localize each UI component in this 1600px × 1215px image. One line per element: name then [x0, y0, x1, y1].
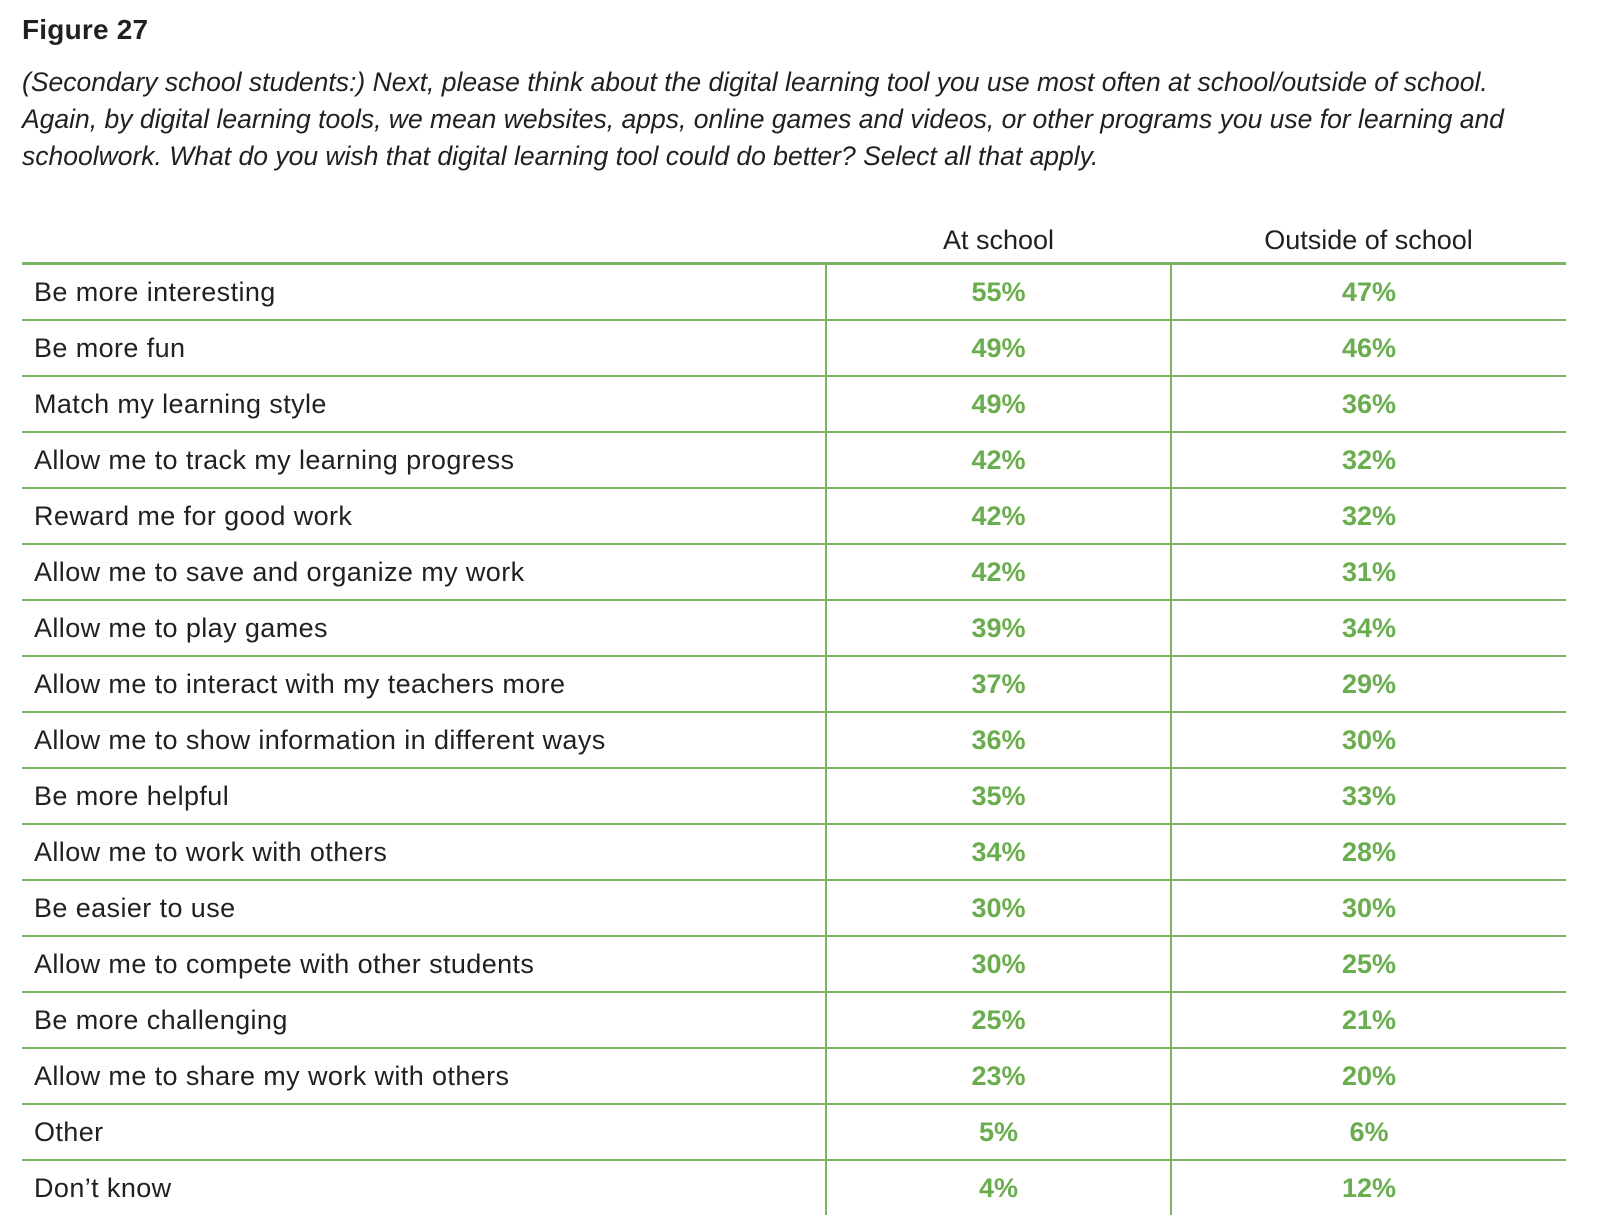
row-label: Be more helpful — [22, 768, 826, 824]
table-row — [22, 936, 1566, 992]
value-at-school: 5% — [826, 1104, 1171, 1160]
table-row — [22, 824, 1566, 880]
value-outside-of-school: 32% — [1171, 488, 1566, 544]
table-row — [22, 992, 1566, 1048]
value-at-school: 37% — [826, 656, 1171, 712]
results-table-container — [22, 212, 1566, 1215]
figure-caption: (Secondary school students:) Next, please think about the digital learning tool you use most often at school/outside of school. Again, by digital learning tools, we mean websites, apps, online games and videos, or other programs you use for learning and schoolwork. What do you wish that digital learning tool could do better? Select all that apply. — [22, 64, 1562, 175]
value-at-school: 23% — [826, 1048, 1171, 1104]
value-at-school: 55% — [826, 264, 1171, 321]
value-at-school: 34% — [826, 824, 1171, 880]
value-at-school: 42% — [826, 544, 1171, 600]
row-label: Reward me for good work — [22, 488, 826, 544]
row-label: Be easier to use — [22, 880, 826, 936]
row-label: Other — [22, 1104, 826, 1160]
table-row — [22, 1160, 1566, 1215]
row-label: Allow me to track my learning progress — [22, 432, 826, 488]
value-at-school: 36% — [826, 712, 1171, 768]
row-label: Don’t know — [22, 1160, 826, 1215]
row-label: Match my learning style — [22, 376, 826, 432]
value-outside-of-school: 20% — [1171, 1048, 1566, 1104]
column-header-outside-of-school: Outside of school — [1171, 212, 1566, 264]
value-outside-of-school: 31% — [1171, 544, 1566, 600]
value-at-school: 4% — [826, 1160, 1171, 1215]
table-row — [22, 432, 1566, 488]
row-label: Allow me to share my work with others — [22, 1048, 826, 1104]
value-at-school: 30% — [826, 936, 1171, 992]
table-row — [22, 712, 1566, 768]
row-label: Allow me to interact with my teachers more — [22, 656, 826, 712]
value-outside-of-school: 6% — [1171, 1104, 1566, 1160]
value-outside-of-school: 33% — [1171, 768, 1566, 824]
row-label: Allow me to compete with other students — [22, 936, 826, 992]
row-label: Be more interesting — [22, 264, 826, 321]
row-label: Allow me to play games — [22, 600, 826, 656]
table-row — [22, 880, 1566, 936]
value-outside-of-school: 25% — [1171, 936, 1566, 992]
value-at-school: 39% — [826, 600, 1171, 656]
value-outside-of-school: 30% — [1171, 712, 1566, 768]
row-label: Be more challenging — [22, 992, 826, 1048]
row-label: Be more fun — [22, 320, 826, 376]
value-at-school: 49% — [826, 320, 1171, 376]
results-table — [22, 212, 1566, 1215]
value-at-school: 25% — [826, 992, 1171, 1048]
value-outside-of-school: 12% — [1171, 1160, 1566, 1215]
value-outside-of-school: 36% — [1171, 376, 1566, 432]
table-row — [22, 320, 1566, 376]
table-row — [22, 376, 1566, 432]
column-header-at-school: At school — [826, 212, 1171, 264]
value-outside-of-school: 32% — [1171, 432, 1566, 488]
table-row — [22, 600, 1566, 656]
row-label: Allow me to save and organize my work — [22, 544, 826, 600]
row-label: Allow me to work with others — [22, 824, 826, 880]
value-outside-of-school: 47% — [1171, 264, 1566, 321]
table-row — [22, 1104, 1566, 1160]
value-outside-of-school: 46% — [1171, 320, 1566, 376]
value-at-school: 49% — [826, 376, 1171, 432]
value-at-school: 42% — [826, 432, 1171, 488]
table-row — [22, 544, 1566, 600]
table-header-row — [22, 212, 1566, 264]
table-row — [22, 768, 1566, 824]
value-at-school: 42% — [826, 488, 1171, 544]
table-row — [22, 264, 1566, 321]
header-blank — [22, 212, 826, 264]
table-body — [22, 264, 1566, 1215]
table-row — [22, 488, 1566, 544]
value-at-school: 30% — [826, 880, 1171, 936]
value-outside-of-school: 30% — [1171, 880, 1566, 936]
value-outside-of-school: 21% — [1171, 992, 1566, 1048]
value-outside-of-school: 34% — [1171, 600, 1566, 656]
value-outside-of-school: 28% — [1171, 824, 1566, 880]
figure-label: Figure 27 — [22, 14, 148, 46]
table-row — [22, 1048, 1566, 1104]
value-outside-of-school: 29% — [1171, 656, 1566, 712]
row-label: Allow me to show information in different ways — [22, 712, 826, 768]
table-row — [22, 656, 1566, 712]
value-at-school: 35% — [826, 768, 1171, 824]
